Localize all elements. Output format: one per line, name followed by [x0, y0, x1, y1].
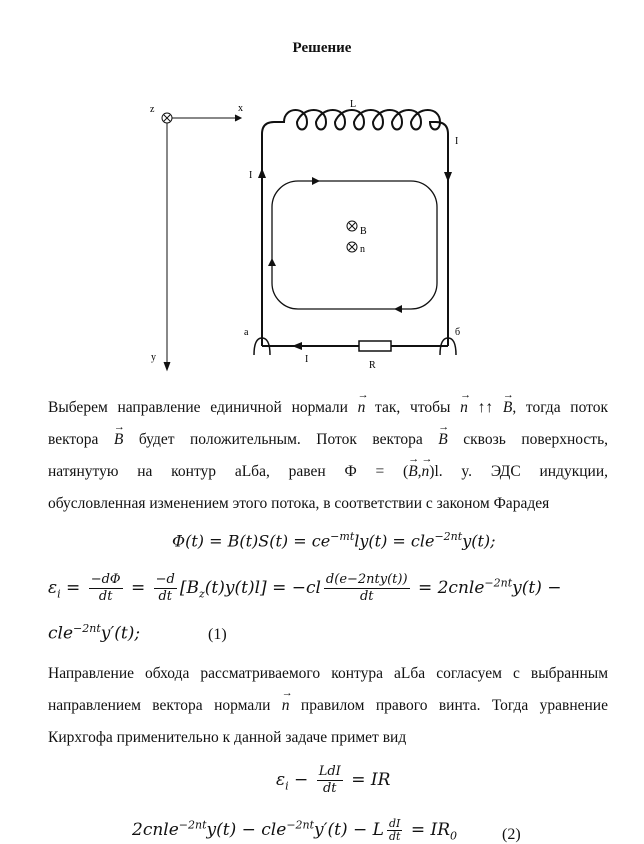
paragraph-normal-choice	[48, 392, 608, 520]
circulation-arrow-left	[268, 258, 276, 266]
current-label-bottom: I	[305, 354, 309, 365]
circulation-arrow-bottom	[394, 305, 402, 313]
circulation-arrow-top	[312, 177, 320, 185]
equation-kirchhoff: $\varepsilon_i$ − $\frac{\text{LdI}}{dt}$ = IR	[276, 764, 391, 796]
equation-emf: $\varepsilon_i$ = $\frac{-d\Phi}{dt}$ = $\frac{-d}{dt}$ $[B_z(t)y(t)l] = -cl$ $\frac{\text{d(e−2nty(t))}}{dt}$ = 2cnle$^{-2nt}$y(t) −	[48, 572, 562, 604]
current-arrow-bottom	[292, 342, 302, 350]
current-arrow-right	[444, 172, 452, 182]
node-a-label: a	[244, 327, 249, 338]
equation-number-2: (2)	[502, 826, 521, 843]
node-b-label: б	[455, 327, 461, 338]
para1-line2: вектора → B будет положительным. Поток вектора → B сквозь поверхность,	[48, 424, 608, 456]
circuit-diagram	[140, 98, 470, 378]
current-arrow-left	[258, 168, 266, 178]
para1-line3: натянутую на контур aLбa, равен Ф = (→ B,→ n)l. y. ЭДС индукции,	[48, 456, 608, 488]
circuit-wire	[262, 122, 448, 346]
axis-y-label: y	[151, 352, 156, 363]
y-axis-arrow	[164, 362, 170, 370]
equation-flux: $\Phi(t) = B(t)S(t) = ce^{-mt}ly(t) = cle^{-2nt}y(t)$;	[172, 530, 496, 551]
resistor-label: R	[369, 360, 376, 371]
para2-line1: Направление обхода рассматриваемого контура aLбa согласуем с выбранным	[48, 665, 608, 682]
x-axis-arrow	[235, 115, 241, 121]
equation-2: 2cnle$^{-2nt}$y(t) − cle$^{-2nt}$y′(t) − L $\frac{dI}{dt}$ = $IR_0$	[132, 817, 457, 843]
resistor	[359, 341, 391, 351]
para1-line4: обусловленная изменением этого потока, в соответствии с законом Фарадея	[48, 495, 550, 512]
para2-line3: Кирхгофа применительно к данной задаче примет вид	[48, 729, 407, 746]
axis-x-label: x	[238, 103, 243, 114]
inductor-coil-path	[274, 110, 440, 130]
field-b-label: B	[360, 226, 367, 237]
paragraph-circuit-direction	[48, 658, 608, 754]
para2-line2: направлением вектора нормали → n правилом правого винта. Тогда уравнение	[48, 690, 608, 722]
inductor-coil	[274, 110, 440, 130]
equation-number-1: (1)	[208, 626, 227, 643]
page-title: Решение	[292, 40, 352, 56]
coordinate-axes	[162, 113, 241, 370]
para1-line1: Выберем направление единичной нормали → n так, чтобы → n ↑↑ → B, тогда поток	[48, 392, 608, 424]
current-label-left: I	[249, 170, 253, 181]
inductor-label: L	[350, 99, 357, 110]
equation-emf-line2: cle$^{-2nt}$y′(t);	[48, 622, 141, 644]
normal-n-label: n	[360, 244, 365, 255]
axis-z-label: z	[150, 104, 155, 115]
current-label-right: I	[455, 136, 459, 147]
